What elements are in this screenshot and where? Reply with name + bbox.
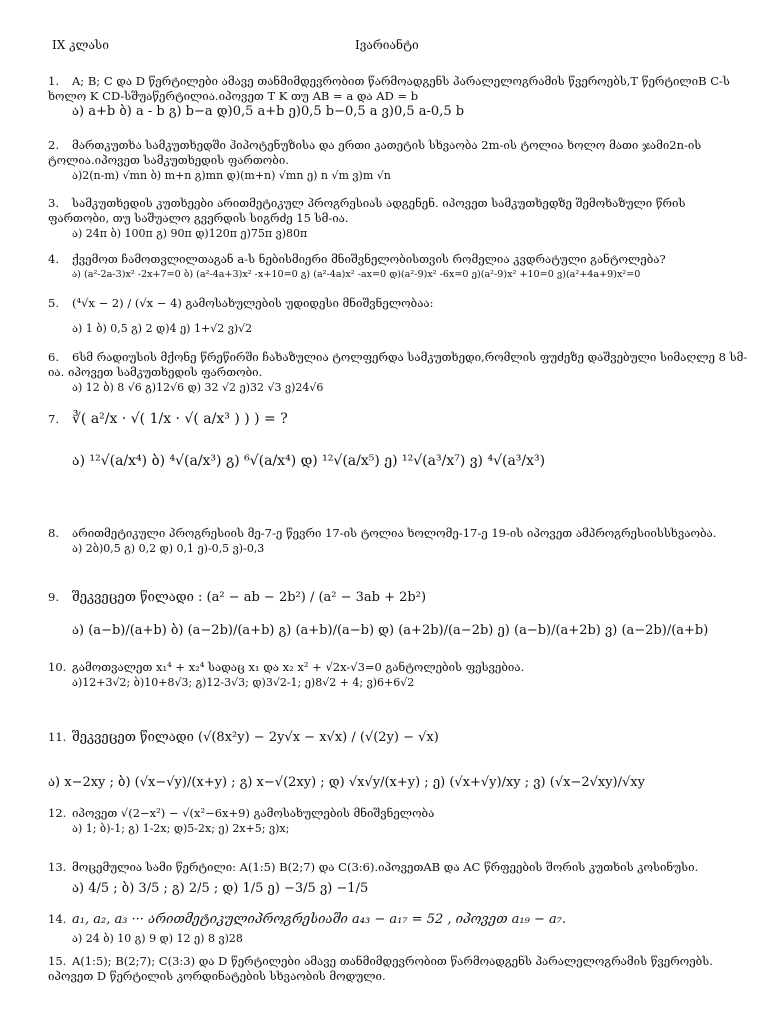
answer-options: ა) (a²-2a-3)x² -2x+7=0 ბ) (a²-4a+3)x² -x+10=0 გ) (a²-4a)x² -ax=0 დ)(a²-9)x² -6x=0 ე)(a²-9)x² +10=0 ვ)(a²+4a+9)x²=0	[72, 269, 641, 280]
question-number: 15.	[48, 954, 67, 968]
answer-options: ა) 1 ბ) 0,5 გ) 2 დ)4 ე) 1+√2 ვ)√2	[72, 322, 253, 335]
answer-options: ა) 24 ბ) 10 გ) 9 დ) 12 ე) 8 ვ)28	[72, 932, 243, 945]
variant-label: Iვარიანტი	[355, 38, 419, 52]
question-text: გამოთვალეთ x₁⁴ + x₂⁴ სადაც x₁ და x₂ x² + √2x-√3=0 განტოლების ფესვებია.	[72, 660, 525, 674]
question-text: (⁴√x − 2) / (√x − 4) გამოსახულების უდიდესი მნიშვნელობაა:	[72, 296, 434, 310]
question-number: 8.	[48, 526, 59, 540]
question-text: a₁, a₂, a₃ ··· არითმეტიკულიპროგრესიაში a₄₃ − a₁₇ = 52 , იპოვეთ a₁₉ − a₇.	[72, 912, 567, 927]
question-11	[48, 730, 748, 791]
question-text: არითმეტიკული პროგრესიის მე-7-ე წევრი 17-ის ტოლია ხოლომე-17-ე 19-ის იპოვეთ ამპროგრესიისსხვაობა.	[72, 526, 717, 540]
question-8	[48, 526, 748, 557]
question-number: 6.	[48, 350, 59, 364]
answer-options: ა) 2ბ)0,5 გ) 0,2 დ) 0,1 ე)-0,5 ვ)-0,3	[72, 542, 265, 555]
question-5	[48, 296, 748, 337]
question-text: 6სმ რადიუსის მქონე წრეწირში ჩახაზულია ტოლფერდა სამკუთხედი,რომლის ფუძეზე დაშვებული სიმაღლე 8 სმ-ია. იპოვეთ სამკუთხედის ფართობი.	[48, 350, 748, 379]
question-number: 5.	[48, 296, 59, 310]
answer-options: ა) 4/5 ; ბ) 3/5 ; გ) 2/5 ; დ) 1/5 ე) −3/5 ვ) −1/5	[72, 881, 369, 896]
question-4	[48, 252, 748, 283]
question-text: მოცემულია სამი წერტილი: A(1:5) B(2;7) და C(3:6).იპოვეთAB და AC წრფეების შორის კუთხის კოსინუსი.	[72, 860, 699, 874]
answer-options: ა)2(n-m) √mn ბ) m+n გ)mn დ)(m+n) √mn ე) n √m ვ)m √n	[72, 169, 391, 182]
answer-options: ა) 12 ბ) 8 √6 გ)12√6 დ) 32 √2 ე)32 √3 ვ)24√6	[72, 381, 324, 394]
answer-options: ა) ¹²√(a/x⁴) ბ) ⁴√(a/x³) გ) ⁶√(a/x⁴) დ) ¹²√(a/x⁵) ე) ¹²√(a³/x⁷) ვ) ⁴√(a³/x³)	[72, 453, 546, 469]
question-3	[48, 196, 748, 242]
question-9	[48, 590, 748, 639]
question-text: იპოვეთ √(2−x²) − √(x²−6x+9) გამოსახულების მნიშვნელობა	[72, 806, 435, 820]
question-number: 14.	[48, 912, 67, 926]
answer-options: ა) x−2xy ; ბ) (√x−√y)/(x+y) ; გ) x−√(2xy) ; დ) √x√y/(x+y) ; ე) (√x+√y)/xy ; ვ) (√x−2√xy)/√xy	[48, 775, 645, 790]
answer-options: ა) (a−b)/(a+b) ბ) (a−2b)/(a+b) გ) (a+b)/(a−b) დ) (a+2b)/(a−2b) ე) (a−b)/(a+2b) ვ) (a−2b)/(a+b)	[72, 623, 709, 638]
question-number: 1.	[48, 74, 59, 88]
question-2	[48, 138, 748, 184]
question-14	[48, 912, 748, 947]
question-10	[48, 660, 748, 691]
question-12	[48, 806, 748, 837]
question-number: 9.	[48, 590, 59, 604]
question-text: A; B; C და D წერტილები ამავე თანმიმდევრობით წარმოადგენს პარალელოგრამის წვეროებს,T წერტილიB C-ს ხოლო K CD-სშუაწერტილია.იპოვეთ T K თუ AB = a და AD = b	[48, 74, 730, 103]
question-number: 7.	[48, 412, 59, 426]
question-number: 3.	[48, 196, 59, 210]
question-text: შეკვეცეთ წილადი (√(8x²y) − 2y√x − x√x) / (√(2y) − √x)	[72, 730, 439, 745]
question-number: 12.	[48, 806, 67, 820]
question-text: შეკვეცეთ წილადი : (a² − ab − 2b²) / (a² − 3ab + 2b²)	[72, 590, 427, 605]
answer-options: ა) a+b ბ) a - b გ) b−a დ)0,5 a+b ე)0,5 b−0,5 a ვ)0,5 a-0,5 b	[72, 104, 465, 119]
question-text: მართკუთხა სამკუთხედში ჰიპოტენუზისა და ერთი კათეტის სხვაობა 2m-ის ტოლია ხოლო მათი ჯამი2n-ის ტოლია.იპოვეთ სამკუთხედის ფართობი.	[48, 138, 702, 167]
answer-options: ა)12+3√2; ბ)10+8√3; გ)12-3√3; დ)3√2-1; ე)8√2 + 4; ვ)6+6√2	[72, 676, 415, 689]
question-1	[48, 74, 748, 120]
question-7	[48, 412, 748, 469]
question-text: A(1:5); B(2;7); C(3:3) და D წერტილები ამავე თანმიმდევრობით წარმოადგენს პარალელოგრამის წვეროებს. იპოვეთ D წერტილის კორდინატების სხვაობის მოდული.	[48, 954, 713, 983]
question-text: ქვემოთ ჩამოთვლილთაგან a-ს ნებისმიერი მნიშვნელობისთვის რომელია კვდრატული განტოლება?	[72, 252, 666, 266]
question-15	[48, 954, 748, 984]
question-number: 10.	[48, 660, 67, 674]
question-number: 2.	[48, 138, 59, 152]
question-number: 11.	[48, 730, 67, 744]
class-label: IX კლასი	[52, 38, 109, 52]
question-number: 13.	[48, 860, 67, 874]
question-6	[48, 350, 748, 396]
question-text: ∛( a²/x · √( 1/x · √( a/x³ ) ) ) = ?	[72, 411, 288, 427]
answer-options: ა) 24π ბ) 100π გ) 90π დ)120π ე)75π ვ)80π	[72, 227, 308, 240]
answer-options: ა) 1; ბ)-1; გ) 1-2x; დ)5-2x; ე) 2x+5; ვ)x;	[72, 822, 290, 835]
question-13	[48, 860, 748, 897]
question-number: 4.	[48, 252, 59, 266]
question-text: სამკუთხედის კუთხეები არითმეტიკულ პროგრესიას ადგენენ. იპოვეთ სამკუთხედზე შემოხაზული წრის ფართობი, თუ საშუალო გვერდის სიგრძე 15 სმ-ია.	[48, 196, 686, 225]
